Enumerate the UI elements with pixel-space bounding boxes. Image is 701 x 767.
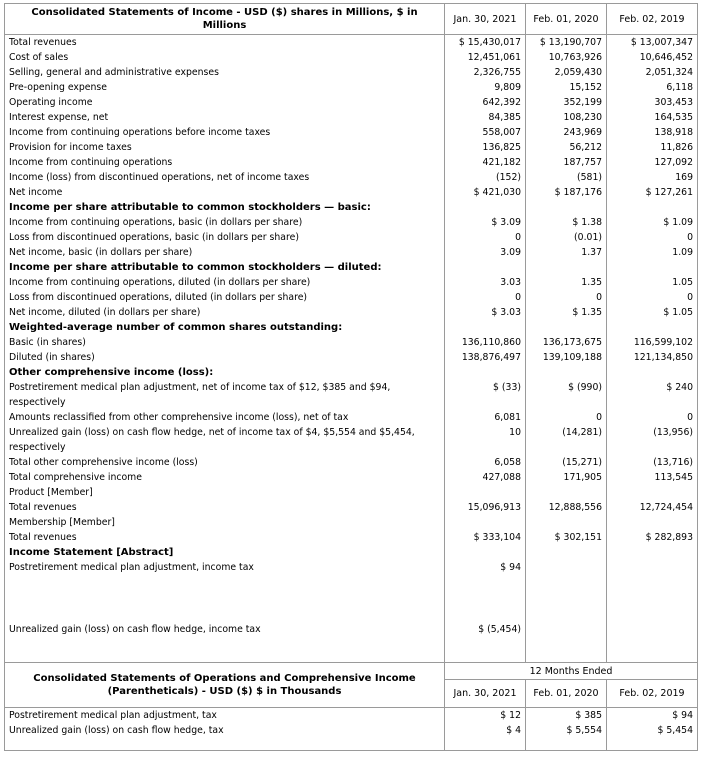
value-cell: 1.09 [607, 245, 698, 260]
value-cell: $ 240 [607, 380, 698, 410]
row-label: Interest expense, net [5, 110, 445, 125]
value-cell: $ 421,030 [445, 185, 526, 200]
value-cell: 139,109,188 [526, 350, 607, 365]
row-label: Selling, general and administrative expenses [5, 65, 445, 80]
row-label: Membership [Member] [5, 515, 445, 530]
spacer-cell [607, 738, 698, 751]
value-cell: 3.03 [445, 275, 526, 290]
value-cell [607, 560, 698, 622]
row-label: Loss from discontinued operations, basic (in dollars per share) [5, 230, 445, 245]
table-row [5, 245, 698, 260]
table-row [5, 723, 698, 738]
table-row [5, 95, 698, 110]
value-cell [445, 515, 526, 530]
table-header-row [5, 4, 698, 35]
period-header: 12 Months Ended [445, 663, 698, 680]
spacer-cell [526, 738, 607, 751]
row-label: Unrealized gain (loss) on cash flow hedge, income tax [5, 622, 445, 663]
value-cell: 187,757 [526, 155, 607, 170]
table-row [5, 35, 698, 51]
value-cell: 6,058 [445, 455, 526, 470]
value-cell: 0 [607, 230, 698, 245]
value-cell: $ 94 [607, 708, 698, 724]
value-cell: 421,182 [445, 155, 526, 170]
row-label: Unrealized gain (loss) on cash flow hedge, tax [5, 723, 445, 738]
value-cell: 12,888,556 [526, 500, 607, 515]
value-cell: 121,134,850 [607, 350, 698, 365]
value-cell [445, 320, 526, 335]
value-cell: $ 12 [445, 708, 526, 724]
row-label: Unrealized gain (loss) on cash flow hedge, net of income tax of $4, $5,554 and $5,454, respectively [5, 425, 445, 455]
value-cell: 15,152 [526, 80, 607, 95]
value-cell: (13,716) [607, 455, 698, 470]
value-cell: (14,281) [526, 425, 607, 455]
table-row [5, 155, 698, 170]
value-cell: 1.35 [526, 275, 607, 290]
table-row [5, 50, 698, 65]
value-cell [445, 545, 526, 560]
table-row [5, 110, 698, 125]
value-cell [526, 260, 607, 275]
row-label: Cost of sales [5, 50, 445, 65]
row-label: Income from continuing operations, diluted (in dollars per share) [5, 275, 445, 290]
value-cell: $ 282,893 [607, 530, 698, 545]
value-cell: 0 [607, 290, 698, 305]
value-cell: $ 13,007,347 [607, 35, 698, 51]
value-cell [607, 365, 698, 380]
row-label: Postretirement medical plan adjustment, net of income tax of $12, $385 and $94, respectively [5, 380, 445, 410]
value-cell: 169 [607, 170, 698, 185]
value-cell: $ 5,554 [526, 723, 607, 738]
row-label: Total revenues [5, 530, 445, 545]
value-cell: 427,088 [445, 470, 526, 485]
column-header: Feb. 02, 2019 [607, 4, 698, 35]
table-row [5, 380, 698, 410]
value-cell: $ 94 [445, 560, 526, 622]
value-cell: 0 [526, 410, 607, 425]
value-cell: 0 [526, 290, 607, 305]
value-cell: 12,724,454 [607, 500, 698, 515]
value-cell: 303,453 [607, 95, 698, 110]
row-label: Basic (in shares) [5, 335, 445, 350]
row-label: Net income, basic (in dollars per share) [5, 245, 445, 260]
value-cell: 84,385 [445, 110, 526, 125]
value-cell: $ (990) [526, 380, 607, 410]
value-cell [526, 545, 607, 560]
row-label: Loss from discontinued operations, diluted (in dollars per share) [5, 290, 445, 305]
column-header: Jan. 30, 2021 [445, 680, 526, 708]
value-cell: 136,110,860 [445, 335, 526, 350]
row-label: Pre-opening expense [5, 80, 445, 95]
table-header-row [5, 663, 698, 680]
value-cell: 136,825 [445, 140, 526, 155]
value-cell [526, 485, 607, 500]
value-cell: 10,763,926 [526, 50, 607, 65]
value-cell [526, 365, 607, 380]
value-cell: 0 [607, 410, 698, 425]
value-cell: $ 302,151 [526, 530, 607, 545]
value-cell: 171,905 [526, 470, 607, 485]
value-cell: $ 187,176 [526, 185, 607, 200]
value-cell [607, 200, 698, 215]
section-heading: Income per share attributable to common stockholders — diluted: [5, 260, 445, 275]
row-label: Net income [5, 185, 445, 200]
spacer-row [5, 738, 698, 751]
value-cell: 127,092 [607, 155, 698, 170]
value-cell [607, 260, 698, 275]
row-label: Income from continuing operations [5, 155, 445, 170]
table-row [5, 350, 698, 365]
table-row [5, 365, 698, 380]
value-cell: (15,271) [526, 455, 607, 470]
parenthetical-table-title: Consolidated Statements of Operations and Comprehensive Income (Parentheticals) - USD ($) $ in Thousands [5, 663, 445, 708]
value-cell [445, 365, 526, 380]
row-label: Operating income [5, 95, 445, 110]
value-cell: $ 3.03 [445, 305, 526, 320]
table-row [5, 305, 698, 320]
value-cell: 113,545 [607, 470, 698, 485]
table-row [5, 545, 698, 560]
column-header: Feb. 02, 2019 [607, 680, 698, 708]
row-label: Income from continuing operations before income taxes [5, 125, 445, 140]
value-cell: 2,051,324 [607, 65, 698, 80]
table-row [5, 530, 698, 545]
section-heading: Weighted-average number of common shares outstanding: [5, 320, 445, 335]
value-cell: $ 1.38 [526, 215, 607, 230]
value-cell: 6,118 [607, 80, 698, 95]
row-label: Income (loss) from discontinued operations, net of income taxes [5, 170, 445, 185]
table-row [5, 125, 698, 140]
value-cell: $ (33) [445, 380, 526, 410]
section-heading: Other comprehensive income (loss): [5, 365, 445, 380]
row-label: Postretirement medical plan adjustment, income tax [5, 560, 445, 622]
income-table-title: Consolidated Statements of Income - USD ($) shares in Millions, $ in Millions [5, 4, 445, 35]
value-cell: 108,230 [526, 110, 607, 125]
section-heading: Income Statement [Abstract] [5, 545, 445, 560]
value-cell [607, 485, 698, 500]
section-heading: Income per share attributable to common stockholders — basic: [5, 200, 445, 215]
table-row [5, 410, 698, 425]
table-row [5, 485, 698, 500]
table-row [5, 275, 698, 290]
value-cell: 1.37 [526, 245, 607, 260]
row-label: Net income, diluted (in dollars per share) [5, 305, 445, 320]
value-cell: 0 [445, 290, 526, 305]
table-row [5, 200, 698, 215]
table-row [5, 290, 698, 305]
value-cell: 9,809 [445, 80, 526, 95]
value-cell: 56,212 [526, 140, 607, 155]
parenthetical-table [4, 662, 698, 751]
row-label: Total revenues [5, 500, 445, 515]
table-row [5, 622, 698, 663]
value-cell: 352,199 [526, 95, 607, 110]
table-row [5, 500, 698, 515]
value-cell: (152) [445, 170, 526, 185]
value-cell [526, 320, 607, 335]
table-row [5, 260, 698, 275]
column-header: Feb. 01, 2020 [526, 680, 607, 708]
value-cell: 138,918 [607, 125, 698, 140]
row-label: Postretirement medical plan adjustment, tax [5, 708, 445, 724]
table-row [5, 425, 698, 455]
table-row [5, 335, 698, 350]
column-header: Feb. 01, 2020 [526, 4, 607, 35]
table-row [5, 170, 698, 185]
value-cell: $ 4 [445, 723, 526, 738]
value-cell [445, 200, 526, 215]
value-cell: 15,096,913 [445, 500, 526, 515]
row-label: Product [Member] [5, 485, 445, 500]
row-label: Provision for income taxes [5, 140, 445, 155]
value-cell: 558,007 [445, 125, 526, 140]
table-row [5, 470, 698, 485]
row-label: Income from continuing operations, basic (in dollars per share) [5, 215, 445, 230]
table-row [5, 185, 698, 200]
value-cell: 0 [445, 230, 526, 245]
value-cell: 10 [445, 425, 526, 455]
value-cell [607, 622, 698, 663]
value-cell: 2,059,430 [526, 65, 607, 80]
value-cell: 6,081 [445, 410, 526, 425]
value-cell [526, 515, 607, 530]
value-cell: $ 127,261 [607, 185, 698, 200]
column-header: Jan. 30, 2021 [445, 4, 526, 35]
value-cell [607, 515, 698, 530]
value-cell: 116,599,102 [607, 335, 698, 350]
row-label: Amounts reclassified from other comprehensive income (loss), net of tax [5, 410, 445, 425]
value-cell: $ 1.09 [607, 215, 698, 230]
value-cell [445, 260, 526, 275]
value-cell: (13,956) [607, 425, 698, 455]
table-row [5, 708, 698, 724]
value-cell: 11,826 [607, 140, 698, 155]
value-cell: $ 1.35 [526, 305, 607, 320]
table-row [5, 80, 698, 95]
value-cell: (581) [526, 170, 607, 185]
value-cell: 164,535 [607, 110, 698, 125]
value-cell: $ 1.05 [607, 305, 698, 320]
value-cell: $ 3.09 [445, 215, 526, 230]
table-row [5, 515, 698, 530]
table-row [5, 215, 698, 230]
value-cell: $ 15,430,017 [445, 35, 526, 51]
spacer-cell [445, 738, 526, 751]
table-row [5, 65, 698, 80]
value-cell [607, 545, 698, 560]
value-cell: (0.01) [526, 230, 607, 245]
income-statement-table [4, 3, 698, 663]
value-cell: 12,451,061 [445, 50, 526, 65]
table-row [5, 320, 698, 335]
value-cell: 243,969 [526, 125, 607, 140]
spacer-cell [5, 738, 445, 751]
value-cell: 3.09 [445, 245, 526, 260]
value-cell [607, 320, 698, 335]
value-cell [526, 200, 607, 215]
table-row [5, 560, 698, 622]
value-cell: $ (5,454) [445, 622, 526, 663]
value-cell: $ 13,190,707 [526, 35, 607, 51]
value-cell: 10,646,452 [607, 50, 698, 65]
table-row [5, 140, 698, 155]
row-label: Diluted (in shares) [5, 350, 445, 365]
value-cell: 642,392 [445, 95, 526, 110]
row-label: Total revenues [5, 35, 445, 51]
value-cell: $ 333,104 [445, 530, 526, 545]
value-cell [526, 560, 607, 622]
table-row [5, 230, 698, 245]
value-cell: 136,173,675 [526, 335, 607, 350]
row-label: Total comprehensive income [5, 470, 445, 485]
value-cell: 2,326,755 [445, 65, 526, 80]
row-label: Total other comprehensive income (loss) [5, 455, 445, 470]
value-cell: $ 385 [526, 708, 607, 724]
value-cell: 1.05 [607, 275, 698, 290]
value-cell: $ 5,454 [607, 723, 698, 738]
value-cell: 138,876,497 [445, 350, 526, 365]
table-row [5, 455, 698, 470]
value-cell [526, 622, 607, 663]
value-cell [445, 485, 526, 500]
